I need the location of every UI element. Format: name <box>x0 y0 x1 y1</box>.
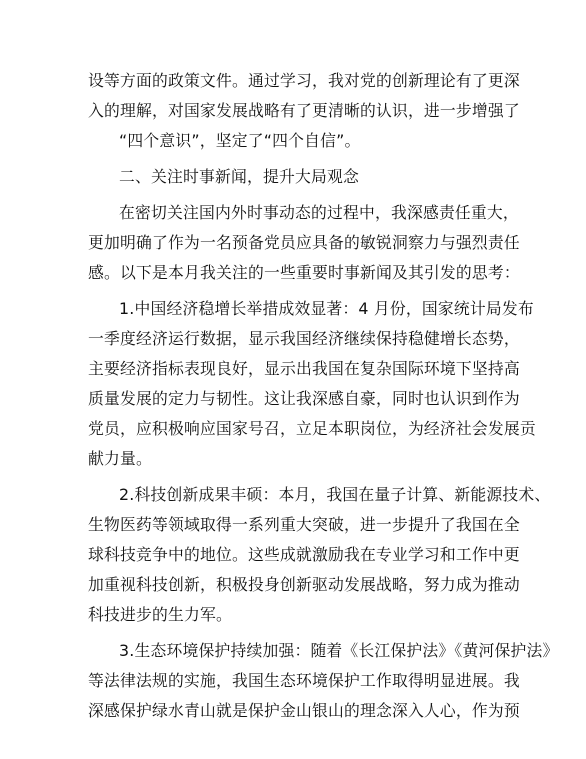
text-line: 等法律法规的实施，我国生态环境保护工作取得明显进展。我 <box>88 671 520 690</box>
text-line: 感。以下是本月我关注的一些重要时事新闻及其引发的思考： <box>88 263 520 282</box>
text-line: 入的理解，对国家发展战略有了更清晰的认识，进一步增强了 <box>88 101 520 120</box>
text-line: 设等方面的政策文件。通过学习，我对党的创新理论有了更深 <box>88 71 520 90</box>
paragraph-intro <box>88 198 520 288</box>
text-line: 1.中国经济稳增长举措成效显著：4 月份，国家统计局发布 <box>119 299 534 318</box>
news-item-economy <box>88 294 536 474</box>
text-line: 3.生态环境保护持续加强：随着《长江保护法》《黄河保护法》 <box>119 641 559 660</box>
text-line: 加重视科技创新，积极投身创新驱动发展战略，努力成为推动 <box>88 575 520 594</box>
text-line: 科技进步的生力军。 <box>88 605 232 624</box>
text-line: 更加明确了作为一名预备党员应具备的敏锐洞察力与强烈责任 <box>88 233 520 252</box>
text-line: 球科技竞争中的地位。这些成就激励我在专业学习和工作中更 <box>88 545 520 564</box>
text-line: 深感保护绿水青山就是保护金山银山的理念深入人心，作为预 <box>88 701 520 720</box>
text-line: 在密切关注国内外时事动态的过程中，我深感责任重大， <box>119 203 519 222</box>
text-line: 献力量。 <box>88 449 152 468</box>
text-line: 质量发展的定力与韧性。这让我深感自豪，同时也认识到作为 <box>88 389 520 408</box>
text-line: 一季度经济运行数据，显示我国经济继续保持稳健增长态势， <box>88 329 520 348</box>
section-heading <box>88 162 500 192</box>
document-page <box>88 66 559 726</box>
text-line: 主要经济指标表现良好，显示出我国在复杂国际环境下坚持高 <box>88 359 520 378</box>
heading-text: 二、关注时事新闻，提升大局观念 <box>119 167 359 186</box>
news-item-environment <box>88 636 559 726</box>
paragraph-continuation <box>88 66 520 156</box>
text-line: 2.科技创新成果丰硕：本月，我国在量子计算、新能源技术、 <box>119 485 551 504</box>
text-line: 党员，应积极响应国家号召，立足本职岗位，为经济社会发展贡 <box>88 419 536 438</box>
text-line: “四个意识”，坚定了“四个自信”。 <box>119 131 361 150</box>
text-line: 生物医药等领域取得一系列重大突破，进一步提升了我国在全 <box>88 515 520 534</box>
news-item-technology <box>88 480 551 630</box>
